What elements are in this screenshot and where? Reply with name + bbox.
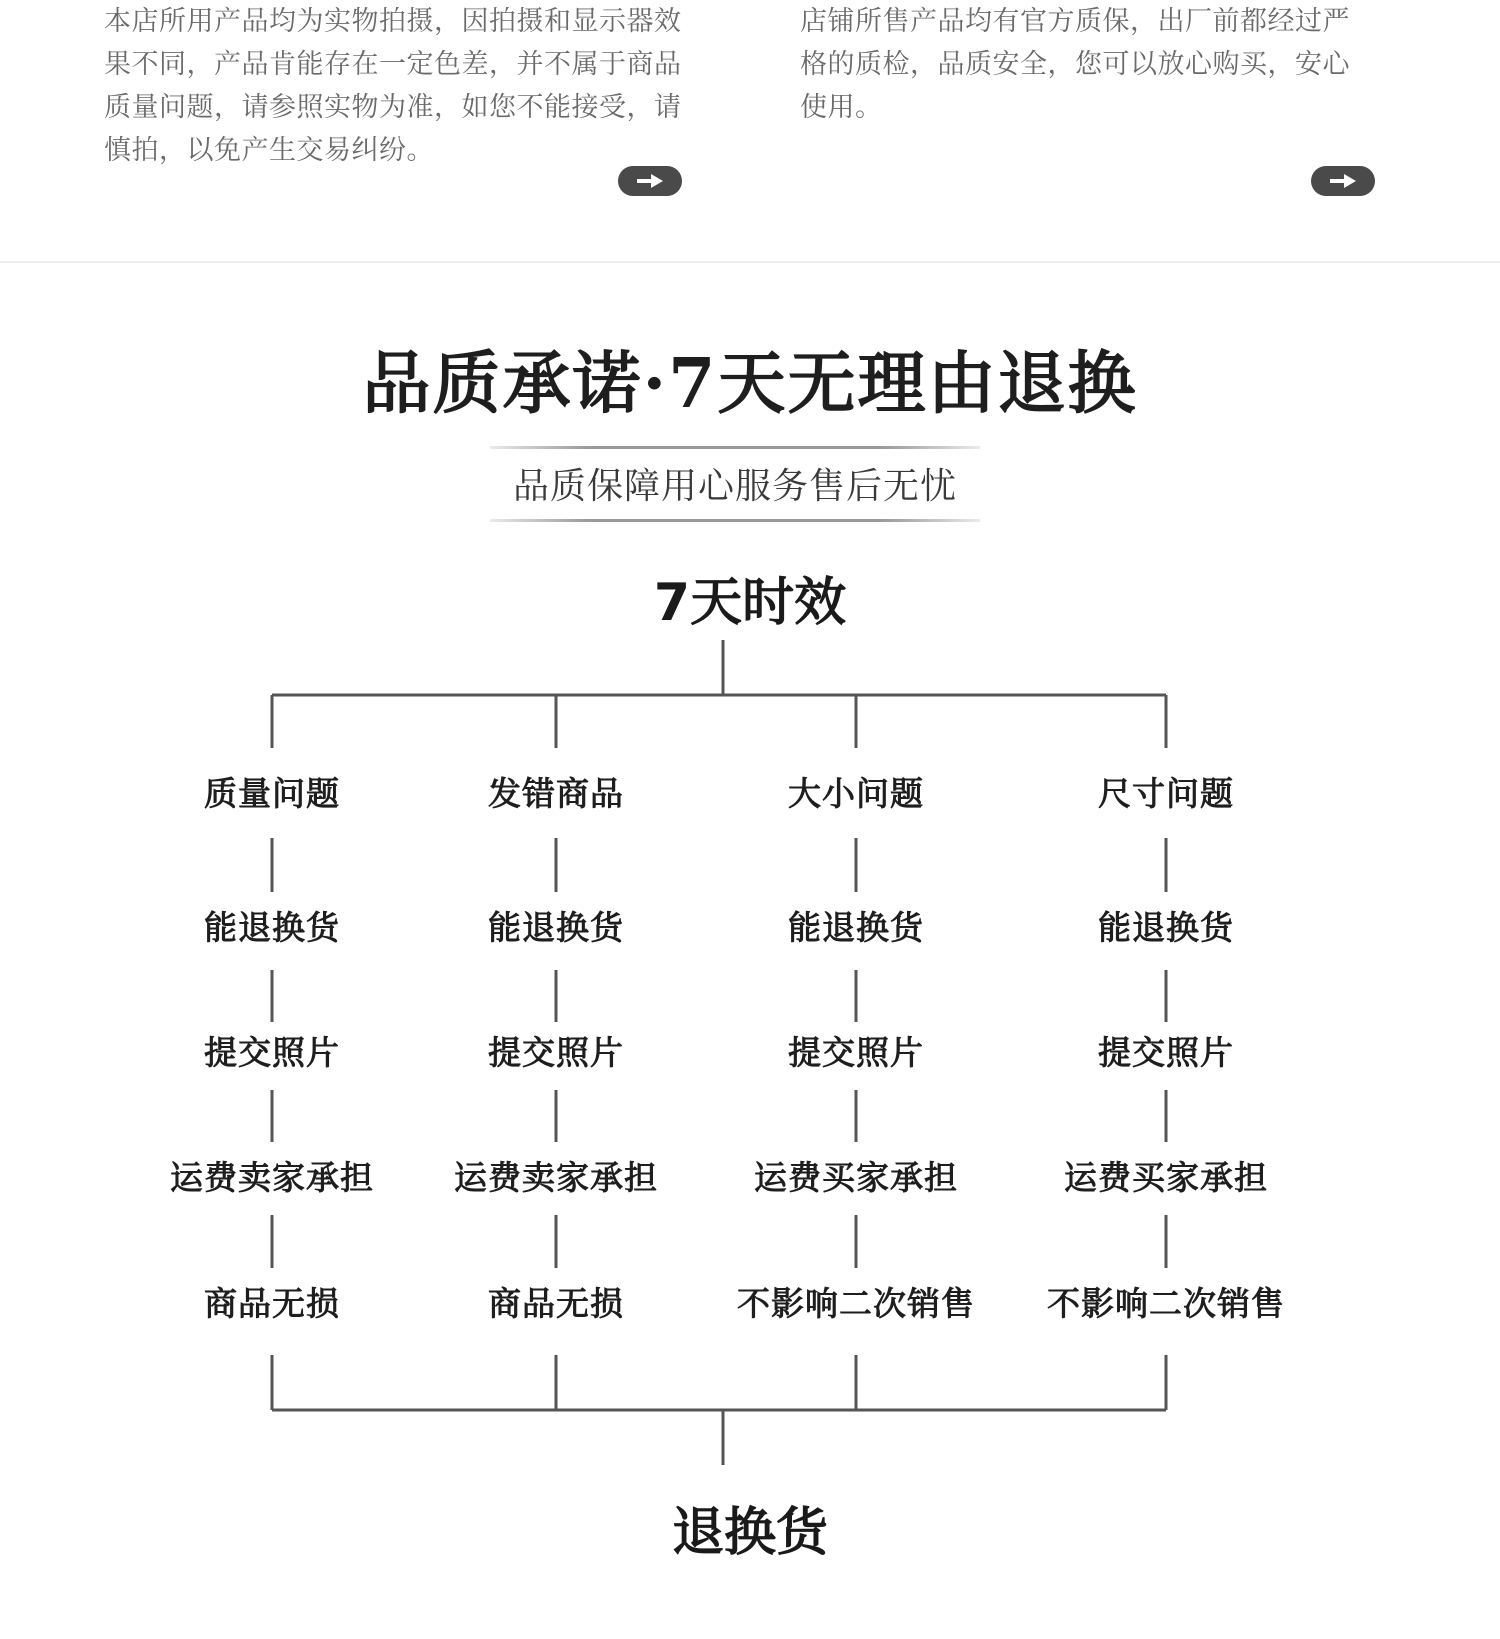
column-step: 不影响二次销售 (737, 1284, 975, 1323)
column-category: 大小问题 (788, 774, 924, 813)
column-step: 不影响二次销售 (1047, 1284, 1285, 1323)
column-step: 能退换货 (1098, 908, 1234, 947)
column-step: 能退换货 (788, 908, 924, 947)
column-step: 提交照片 (204, 1033, 340, 1072)
column-step: 提交照片 (488, 1033, 624, 1072)
column-step: 商品无损 (488, 1284, 624, 1323)
column-category: 尺寸问题 (1098, 774, 1234, 813)
top-node: 7天时效 (653, 573, 847, 633)
column-step: 运费卖家承担 (454, 1158, 658, 1197)
notice-color-difference: 本店所用产品均为实物拍摄，因拍摄和显示器效果不同，产品肯能存在一定色差，并不属于商品质量问题，请参照实物为准，如您不能接受，请慎拍，以免产生交易纠纷。 (104, 6, 682, 166)
column-step: 能退换货 (488, 908, 624, 947)
column-step: 运费买家承担 (1064, 1158, 1268, 1197)
column-step: 商品无损 (204, 1284, 340, 1323)
column-step: 提交照片 (788, 1033, 924, 1072)
subtitle: 品质保障用心服务售后无忧 (512, 466, 957, 507)
bottom-node: 退换货 (671, 1503, 828, 1563)
column-category: 质量问题 (204, 774, 340, 813)
column-step: 运费买家承担 (754, 1158, 958, 1197)
page-title: 品质承诺·7天无理由退换 (362, 344, 1138, 424)
column-step: 提交照片 (1098, 1033, 1234, 1072)
column-step: 运费卖家承担 (170, 1158, 374, 1197)
column-step: 能退换货 (204, 908, 340, 947)
notice-warranty: 店铺所售产品均有官方质保，出厂前都经过严格的质检，品质安全，您可以放心购买，安心使用。 (800, 6, 1350, 123)
column-category: 发错商品 (488, 774, 624, 813)
